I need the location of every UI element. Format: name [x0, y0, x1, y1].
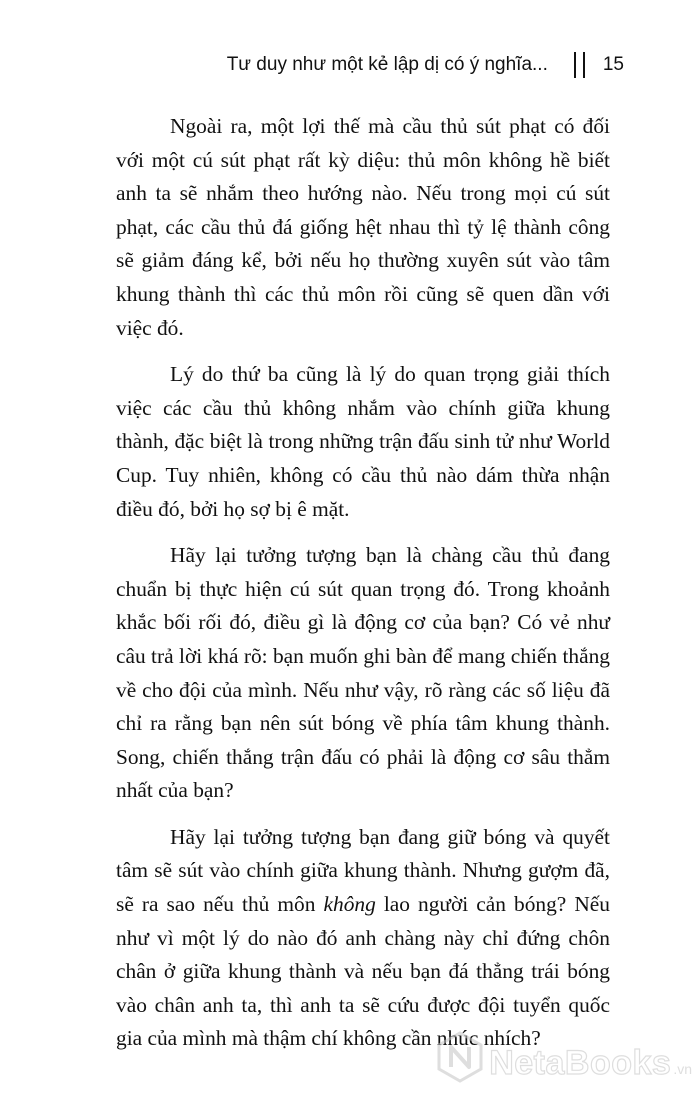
- running-header: [227, 52, 624, 78]
- paragraph-1: Ngoài ra, một lợi thế mà cầu thủ sút phạt có đối với một cú sút phạt rất kỳ diệu: thủ môn không hề biết anh ta sẽ nhắm theo hướng nào. Nếu trong mọi cú sút phạt, các cầu thủ đá giống hệt nhau thì tỷ lệ thành công sẽ giảm đáng kể, bởi nếu họ thường xuyên sút vào tâm khung thành thì các thủ môn rồi cũng sẽ quen dần với việc đó.: [116, 114, 610, 340]
- paragraph-3: Hãy lại tưởng tượng bạn là chàng cầu thủ đang chuẩn bị thực hiện cú sút quan trọng đó. Trong khoảnh khắc bối rối đó, điều gì là động cơ của bạn? Có vẻ như câu trả lời khá rõ: bạn muốn ghi bàn để mang chiến thắng về cho đội của mình. Nếu như vậy, rõ ràng các số liệu đã chỉ ra rằng bạn nên sút bóng về phía tâm khung thành. Song, chiến thắng trận đấu có phải là động cơ sâu thẳm nhất của bạn?: [116, 543, 610, 803]
- paragraph-4-before: Hãy lại tưởng tượng bạn đang giữ bóng và quyết tâm sẽ sút vào chính giữa khung thành. Nhưng gượm đã, sẽ ra sao nếu thủ môn: [116, 824, 610, 917]
- paragraph-4-emphasis: không: [323, 892, 376, 917]
- header-divider: [574, 52, 585, 78]
- page-number: 15: [602, 54, 624, 75]
- watermark-brand: NetaBooks: [489, 1044, 672, 1082]
- body-text: [116, 110, 610, 1056]
- paragraph-2: Lý do thứ ba cũng là lý do quan trọng giải thích việc các cầu thủ không nhắm vào chính giữa khung thành, đặc biệt là trong những trận đấu sinh tử như World Cup. Tuy nhiên, không có cầu thủ nào dám thừa nhận điều đó, bởi họ sợ bị ê mặt.: [116, 362, 610, 521]
- paragraph-4: [116, 821, 610, 1056]
- paragraph-4-after: lao người cản bóng? Nếu như vì một lý do nào đó anh chàng này chỉ đứng chôn chân ở giữa khung thành và nếu bạn đá thẳng trái bóng vào chân anh ta, thì anh ta sẽ cứu được đội tuyển quốc gia của mình mà thậm chí không cần nhúc nhích?: [116, 892, 610, 1051]
- netabooks-logo-icon: [437, 1031, 483, 1083]
- watermark-suffix: .vn: [673, 1061, 692, 1077]
- watermark: [437, 1031, 692, 1083]
- chapter-title: Tư duy như một kẻ lập dị có ý nghĩa...: [226, 54, 548, 75]
